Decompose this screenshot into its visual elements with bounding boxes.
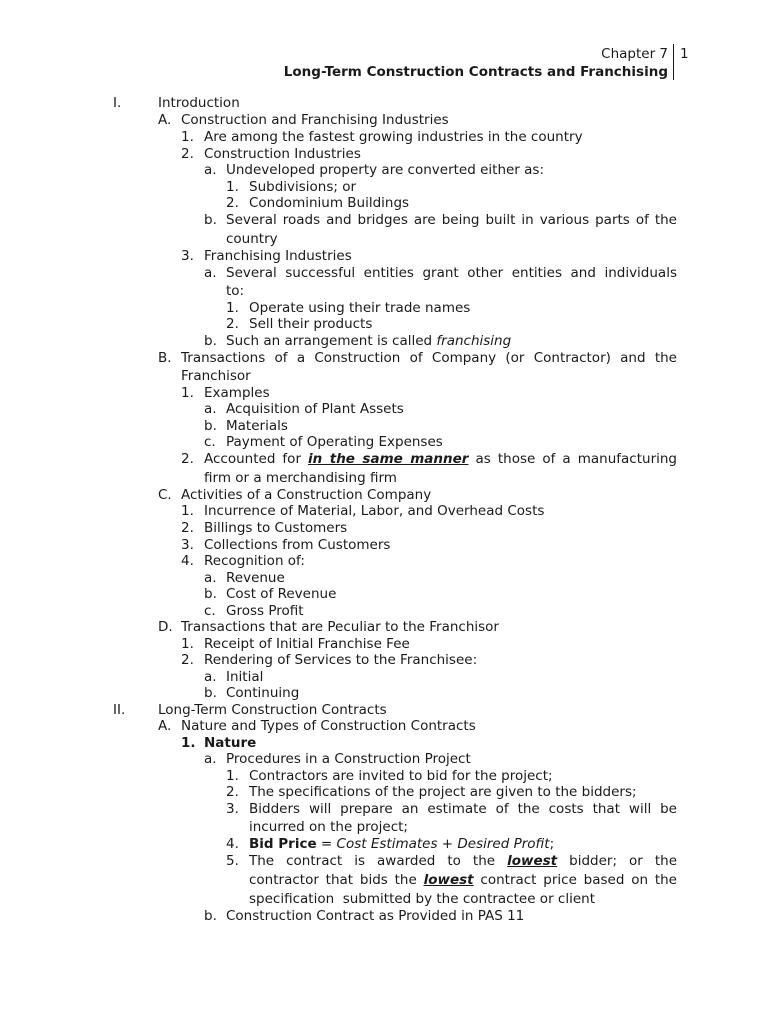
list-item: Billings to Customers <box>204 520 348 536</box>
list-item: Several successful entities grant other entities and individuals <box>226 265 677 281</box>
subsection-heading: Transactions of a Construction of Company (or Contractor) and the <box>181 350 677 366</box>
emphasis-text: lowest <box>507 853 558 869</box>
list-item <box>204 451 677 468</box>
item-text: Accounted for <box>204 451 309 467</box>
outline-marker: A. <box>158 112 172 128</box>
list-item-continuation: incurred on the project; <box>249 819 408 835</box>
list-item: Continuing <box>226 685 300 701</box>
item-text: contractor that bids the <box>249 872 424 888</box>
list-item: Operate using their trade names <box>249 300 471 316</box>
item-text: as those of a manufacturing <box>468 451 678 467</box>
list-item: The specifications of the project are given to the bidders; <box>249 784 637 800</box>
emphasis-text: franchising <box>436 333 512 349</box>
list-item <box>249 853 677 870</box>
list-item-continuation: country <box>226 231 278 247</box>
outline-marker: a. <box>204 669 217 685</box>
chapter-label: Chapter 7 <box>601 46 668 62</box>
list-item: Bidders will prepare an estimate of the costs that will be <box>249 801 677 817</box>
list-item: Gross Profit <box>226 603 304 619</box>
subsection-heading-continuation: Franchisor <box>181 368 251 384</box>
item-text: contract price based on the <box>473 872 677 888</box>
outline-marker: a. <box>204 401 217 417</box>
outline-marker: 5. <box>226 853 239 869</box>
outline-marker: 3. <box>226 801 239 817</box>
emphasis-text: lowest <box>423 872 474 888</box>
outline-marker: 1. <box>226 300 239 316</box>
list-item: Undeveloped property are converted either as: <box>226 162 545 178</box>
bid-price-label: Bid Price <box>249 836 317 852</box>
outline-marker: C. <box>158 487 172 503</box>
outline-marker: 3. <box>181 248 194 264</box>
outline-marker: B. <box>158 350 172 366</box>
section-heading: Long-Term Construction Contracts <box>158 702 387 718</box>
list-item: Procedures in a Construction Project <box>226 751 471 767</box>
outline-marker: 2. <box>181 652 194 668</box>
list-item: Franchising Industries <box>204 248 352 264</box>
outline-marker: 2. <box>226 195 239 211</box>
header-divider <box>673 44 674 80</box>
outline-marker: 1. <box>181 735 196 751</box>
outline-marker: 3. <box>181 537 194 553</box>
outline-marker: a. <box>204 751 217 767</box>
list-item: Contractors are invited to bid for the project; <box>249 768 553 784</box>
outline-marker: b. <box>204 908 217 924</box>
outline-marker: 1. <box>181 503 194 519</box>
outline-marker: b. <box>204 418 217 434</box>
outline-marker: 1. <box>181 129 194 145</box>
outline-marker: 4. <box>181 553 194 569</box>
list-item <box>249 836 554 853</box>
outline-marker: 2. <box>181 451 194 467</box>
item-text: bidder; or the <box>557 853 678 869</box>
list-item: Acquisition of Plant Assets <box>226 401 404 417</box>
item-text: The contract is awarded to the <box>249 853 508 869</box>
list-item: Payment of Operating Expenses <box>226 434 443 450</box>
section-heading: Introduction <box>158 95 240 111</box>
emphasis-text: in the same manner <box>308 451 469 467</box>
equals-sign: = <box>316 836 337 852</box>
list-item: Construction Contract as Provided in PAS 11 <box>226 908 525 924</box>
list-item: Revenue <box>226 570 285 586</box>
list-item: Initial <box>226 669 264 685</box>
list-item: Cost of Revenue <box>226 586 337 602</box>
outline-marker: D. <box>158 619 173 635</box>
list-item: Nature <box>204 735 257 751</box>
subsection-heading: Nature and Types of Construction Contracts <box>181 718 476 734</box>
list-item-continuation: to: <box>226 283 245 299</box>
outline-marker: 1. <box>226 179 239 195</box>
list-item: Recognition of: <box>204 553 305 569</box>
outline-marker: 1. <box>226 768 239 784</box>
list-item: Receipt of Initial Franchise Fee <box>204 636 410 652</box>
outline-marker: b. <box>204 685 217 701</box>
item-text: ; <box>549 836 555 852</box>
outline-marker: a. <box>204 570 217 586</box>
list-item: Incurrence of Material, Labor, and Overhead Costs <box>204 503 545 519</box>
outline-marker: A. <box>158 718 172 734</box>
list-item: Construction Industries <box>204 146 361 162</box>
list-item: Subdivisions; or <box>249 179 357 195</box>
outline-marker: 2. <box>226 316 239 332</box>
list-item-continuation: firm or a merchandising firm <box>204 470 397 486</box>
subsection-heading: Transactions that are Peculiar to the Franchisor <box>181 619 499 635</box>
list-item: Materials <box>226 418 288 434</box>
subsection-heading: Activities of a Construction Company <box>181 487 432 503</box>
subsection-heading: Construction and Franchising Industries <box>181 112 449 128</box>
list-item: Condominium Buildings <box>249 195 410 211</box>
outline-marker: 1. <box>181 385 194 401</box>
list-item: Are among the fastest growing industries in the country <box>204 129 583 145</box>
outline-marker: 2. <box>226 784 239 800</box>
document-title: Long-Term Construction Contracts and Franchising <box>283 64 668 80</box>
outline-marker: II. <box>113 702 126 718</box>
list-item: Examples <box>204 385 270 401</box>
outline-marker: b. <box>204 586 217 602</box>
outline-marker: a. <box>204 265 217 281</box>
outline-marker: 1. <box>181 636 194 652</box>
outline-marker: a. <box>204 162 217 178</box>
list-item <box>226 333 511 350</box>
outline-marker: b. <box>204 212 217 228</box>
list-item-continuation: specification submitted by the contractee or client <box>249 891 595 907</box>
list-item: Rendering of Services to the Franchisee: <box>204 652 478 668</box>
outline-marker: c. <box>204 434 216 450</box>
list-item: Several roads and bridges are being built in various parts of the <box>226 212 677 228</box>
list-item: Sell their products <box>249 316 373 332</box>
outline-marker: 4. <box>226 836 239 852</box>
outline-marker: c. <box>204 603 216 619</box>
outline-marker: b. <box>204 333 217 349</box>
formula-text: Cost Estimates + Desired Profit <box>336 836 550 852</box>
list-item-continuation <box>249 872 677 889</box>
item-text: Such an arrangement is called <box>226 333 437 349</box>
outline-marker: 2. <box>181 520 194 536</box>
list-item: Collections from Customers <box>204 537 391 553</box>
outline-marker: 2. <box>181 146 194 162</box>
outline-marker: I. <box>113 95 122 111</box>
page-number: 1 <box>680 46 689 62</box>
